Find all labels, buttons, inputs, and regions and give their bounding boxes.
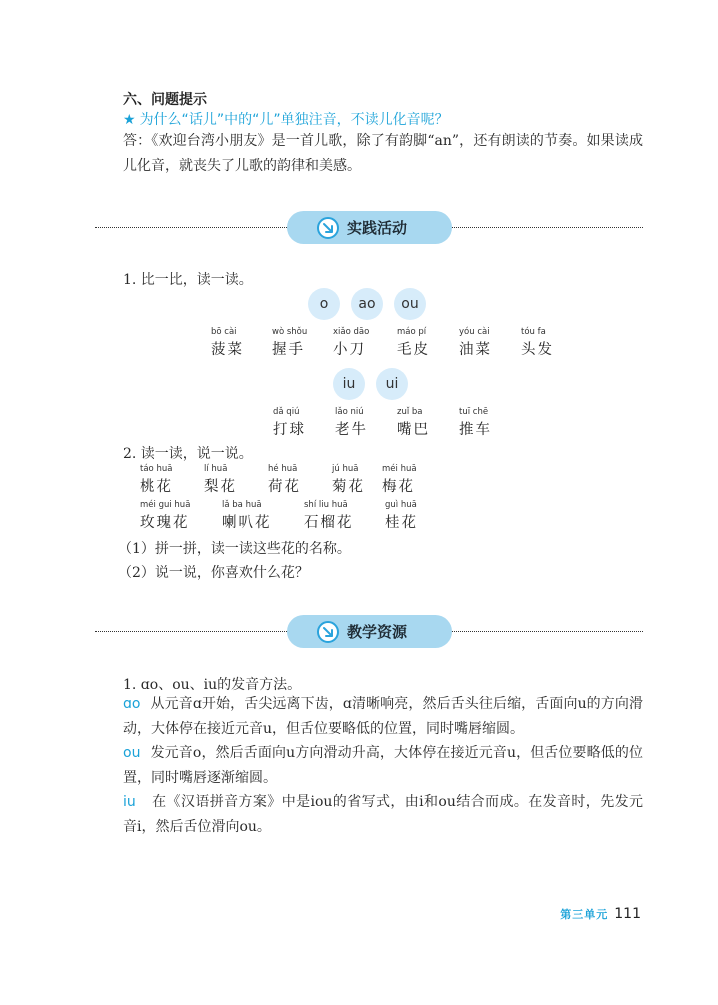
flower-labahua [222, 500, 272, 532]
hanzi: 嘴巴 [397, 422, 430, 438]
hanzi: 油菜 [459, 342, 492, 358]
flower-meiguihua [140, 500, 190, 532]
flower-shiliuhua [304, 500, 354, 532]
hanzi: 梨花 [204, 479, 237, 495]
activity-item-2-title: 2. 读一读，说一说。 [123, 446, 253, 462]
arrow-circle-icon [317, 621, 339, 643]
sub-question-1: （1）拼一拼，读一读这些花的名称。 [118, 541, 351, 557]
hanzi: 梅花 [382, 479, 415, 495]
banner-title: 实践活动 [347, 219, 408, 237]
word-tuiche [459, 407, 492, 439]
pinyin: bō cài [211, 327, 237, 337]
hanzi: 玫瑰花 [140, 515, 190, 531]
banner-title: 教学资源 [347, 623, 408, 641]
pinyin: xiǎo dāo [333, 327, 370, 337]
pinyin: méi huā [382, 464, 417, 474]
vowel-circle: iu [333, 368, 365, 400]
hanzi: 菊花 [332, 479, 365, 495]
hanzi: 头发 [521, 342, 554, 358]
pinyin: zuǐ ba [397, 407, 423, 417]
hanzi: 握手 [272, 342, 305, 358]
pinyin: tuī chē [459, 407, 489, 417]
hanzi: 荷花 [268, 479, 301, 495]
ou-label: ou [123, 745, 141, 761]
pinyin: méi gui huā [140, 500, 191, 510]
pinyin: lǎo niú [335, 407, 364, 417]
hanzi: 打球 [273, 422, 306, 438]
vowel-circle: o [308, 288, 340, 320]
question-text: 为什么“话儿”中的“儿”单独注音，不读儿化音呢？ [139, 112, 449, 128]
pinyin: tóu fa [521, 327, 546, 337]
ou-text: 发元音o，然后舌面向u方向滑动升高，大体停在接近元音u，但舌位要略低的位置，同时嘴唇逐渐缩圆。 [123, 745, 643, 786]
ao-text: 从元音ɑ开始，舌尖远离下齿，ɑ清晰响亮，然后舌头往后缩，舌面向u的方向滑动，大体停在接近元音u，但舌位要略低的位置，同时嘴唇缩圆。 [123, 696, 643, 737]
pinyin: lǎ ba huā [222, 500, 262, 510]
ou-paragraph [123, 741, 643, 791]
hanzi: 小刀 [333, 342, 366, 358]
answer-paragraph: 答：《欢迎台湾小朋友》是一首儿歌，除了有韵脚“an”，还有朗读的节奏。如果读成儿化音，就丧失了儿歌的韵律和美感。 [123, 133, 643, 174]
hanzi: 推车 [459, 422, 492, 438]
word-youcai [459, 327, 492, 359]
question-line [123, 109, 449, 129]
unit-label: 第三单元 [560, 908, 609, 921]
banner-resources [287, 615, 452, 648]
ao-label: ɑo [123, 696, 141, 712]
section-heading: 六、问题提示 [123, 92, 207, 108]
arrow-circle-icon [317, 217, 339, 239]
sub-question-2: （2）说一说，你喜欢什么花？ [118, 565, 309, 581]
pinyin: dǎ qiú [273, 407, 300, 417]
word-daqiu [273, 407, 306, 439]
vowel-circle: ao [351, 288, 383, 320]
activity-item-1-title: 1. 比一比，读一读。 [123, 272, 253, 288]
word-woshou [272, 327, 307, 359]
star-icon: ★ [123, 112, 136, 128]
pinyin: shí liu huā [304, 500, 348, 510]
word-zuiba [397, 407, 430, 439]
hanzi: 石榴花 [304, 515, 354, 531]
hanzi: 桂花 [385, 515, 418, 531]
flower-taohua [140, 464, 173, 496]
vowel-group-2 [333, 368, 408, 400]
pinyin: hé huā [268, 464, 298, 474]
hanzi: 毛皮 [397, 342, 430, 358]
flower-lihua [204, 464, 237, 496]
flower-hehua [268, 464, 301, 496]
resources-item-1-title: 1. ɑo、ou、iu的发音方法。 [123, 677, 302, 693]
ao-paragraph [123, 692, 643, 742]
pinyin: lí huā [204, 464, 228, 474]
word-toufa [521, 327, 554, 359]
hanzi: 桃花 [140, 479, 173, 495]
pinyin: wò shǒu [272, 327, 308, 337]
hanzi: 菠菜 [211, 342, 244, 358]
pinyin: máo pí [397, 327, 427, 337]
pinyin: táo huā [140, 464, 173, 474]
word-maopi [397, 327, 430, 359]
vowel-circle: ui [376, 368, 408, 400]
iu-text: 在《汉语拼音方案》中是iou的省写式，由i和ou结合而成。在发音时，先发元音i，然后舌位滑向ou。 [123, 794, 643, 835]
vowel-group-1 [308, 288, 426, 320]
pinyin: jú huā [332, 464, 359, 474]
flower-guihua [385, 500, 418, 532]
word-xiaodao [333, 327, 369, 359]
word-bocai [211, 327, 244, 359]
pinyin: yóu cài [459, 327, 490, 337]
flower-juhua [332, 464, 365, 496]
flower-meihua [382, 464, 417, 496]
page-footer [560, 906, 641, 922]
iu-paragraph [123, 790, 643, 840]
hanzi: 老牛 [335, 422, 368, 438]
vowel-circle: ou [394, 288, 426, 320]
word-laoniu [335, 407, 368, 439]
page-number: 111 [614, 906, 641, 922]
iu-label: iu [123, 794, 136, 810]
banner-practice [287, 211, 452, 244]
hanzi: 喇叭花 [222, 515, 272, 531]
pinyin: guì huā [385, 500, 417, 510]
